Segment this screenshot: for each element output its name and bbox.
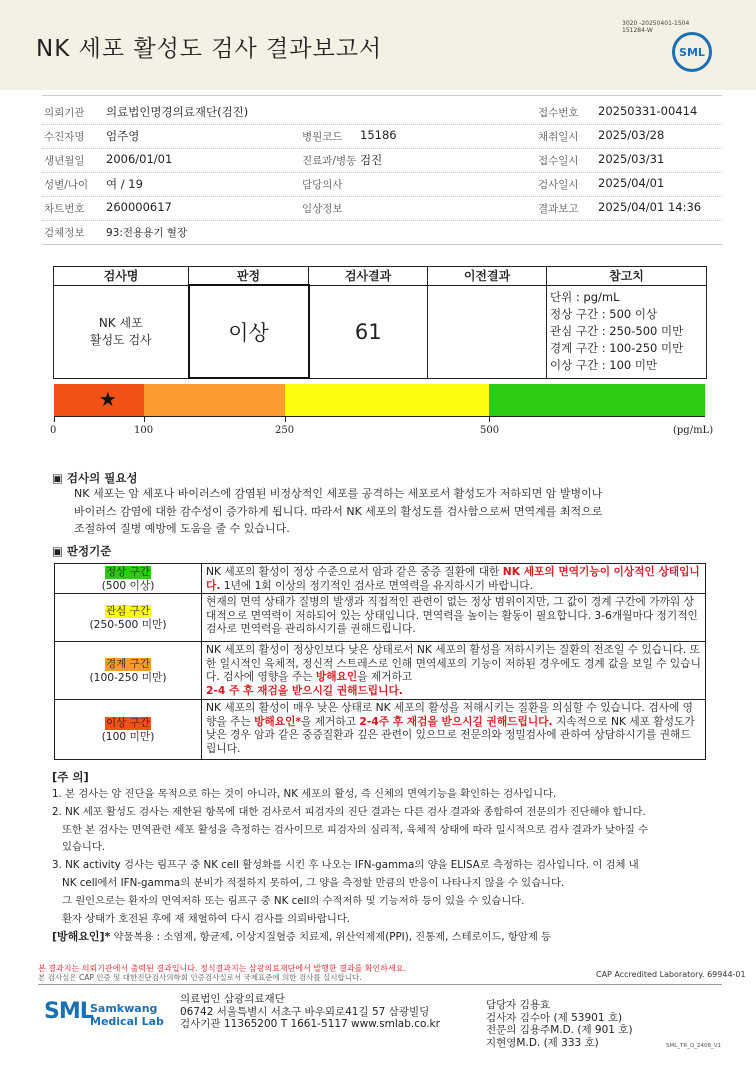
sml-brand-logo: SML [44, 999, 93, 1024]
disclaimer-red: 본 결과지는 의뢰기관에서 출력된 결과입니다. 정식결과지는 삼광의료재단에서 발행한 결과를 확인하세요. [38, 964, 407, 973]
result-cell [309, 285, 428, 378]
lab-certification-note: 본 검사실은 CAP 인증 및 대한진단검사의학회 인증검사실로서 국제표준에 의한 검사를 실시합니다. [38, 973, 362, 982]
square-bullet-icon: ▣ [52, 471, 67, 485]
notes-heading: [주 의] [52, 770, 89, 784]
signatories: 담당자 김용효 검사자 김수아 (제 53901 호) 전문의 김용주M.D. (제 901 호) 지현영M.D. (제 333 호) [486, 999, 633, 1049]
notes-list: 1. 본 검사는 암 진단을 목적으로 하는 것이 아니라, NK 세포의 활성, 즉 신체의 면역기능을 확인하는 검사입니다. 2. NK 세포 활성도 검사는 제한된 항목에 대한 검사로서 피검자의 진단 결과는 다른 검사 결과와 종합하여 전문의가 진단해야 합니다. 또한 본 검사는 면역관련 세포 활성을 측정하는 검사이므로 피검자의 심리적, 육체적 상태에 따라 일시적으로 검사 결과가 낮아질 수 있습니다. 3. NK activity 검사는 림프구 중 NK cell 활성화를 시킨 후 나오는 IFN-gamma의 양을 ELISA로 측정하는 검사입니다. 이 검체 내 NK cell에서 IFN-gamma의 분비가 적절하지 못하여, 그 양을 측정할 만큼의 반응이 나타나지 않을 수 있습니다. 그 원인으로는 환자의 면역저하 또는 림프구 중 NK cell의 수적저하 및 기능저하 등이 있을 수 있습니다. 환자 상태가 호전된 후에 재 채혈하여 다시 검사를 의뢰바랍니다. [방해요인]* 약물복용 : 소염제, 항균제, 이상지질혈증 치료제, 위산억제제(PPI), 진통제, 스테로이드, 항암제 등 [52, 788, 649, 944]
scale-warning-segment [144, 384, 285, 416]
brand-name: Samkwang Medical Lab [90, 1002, 164, 1028]
col-header-result: 검사결과 [309, 267, 428, 286]
star-icon: ★ [98, 387, 117, 411]
judgement-cell [189, 285, 309, 378]
info-row: 성별/나이 여 / 19 담당의사 검사일시 2025/04/01 [42, 172, 722, 197]
info-row: 차트번호 260000617 임상정보 결과보고 2025/04/01 14:36 [42, 196, 722, 221]
document-number: 3020 -20250401-1504 151284-W [622, 20, 690, 34]
result-table [53, 266, 707, 379]
info-row: 수진자명 엄주영 병원코드 15186 채취일시 2025/03/28 [42, 124, 722, 149]
necessity-paragraph: NK 세포는 암 세포나 바이러스에 감염된 비정상적인 세포를 공격하는 세포로서 활성도가 저하되면 암 발병이나 바이러스 감염에 대한 감수성이 증가하게 됩니다. 따라서 NK 세포의 활성도를 검사함으로써 면역계를 최적으로 조절하여 질병 예방에 도움을 줄 수 있습니다. [74, 487, 603, 535]
scale-axis [54, 416, 705, 417]
result-value: 61 [354, 319, 382, 344]
info-row: 생년월일 2006/01/01 진료과/병동 검진 접수일시 2025/03/31 [42, 148, 722, 173]
lab-address: 의료법인 삼광의료재단 06742 서울특별시 서초구 바우뫼로41길 57 삼광빌딩 검사기관 11365200 T 1661-5117 www.smlab.co.kr [180, 993, 440, 1030]
scale-tick-label: 250 [275, 425, 295, 436]
scale-tick-label: 0 [50, 425, 57, 436]
scale-tick [54, 416, 55, 422]
square-bullet-icon: ▣ [52, 544, 67, 558]
col-header-test-name: 검사명 [54, 267, 189, 286]
scale-tick-label: 500 [480, 425, 500, 436]
cap-accreditation: CAP Accredited Laboratory. 69944-01 [596, 970, 746, 979]
criteria-normal: 정상 구간 (500 이상) [55, 564, 202, 594]
criteria-watch: 관심 구간 (250-500 미만) [55, 594, 202, 642]
scale-tick [489, 416, 490, 422]
criteria-abnormal: 이상 구간 (100 미만) [55, 700, 202, 760]
test-name-cell: NK 세포 활성도 검사 [54, 285, 189, 378]
scale-watch-segment [285, 384, 489, 416]
info-row: 검체정보 93:전용용기 혈장 [42, 220, 722, 245]
col-header-judgement: 판정 [189, 267, 309, 286]
col-header-reference: 참고치 [547, 267, 707, 286]
previous-result-cell [428, 285, 547, 378]
footer-divider [38, 984, 722, 985]
scale-normal-segment [489, 384, 705, 416]
criteria-watch-text: 현재의 면역 상태가 질병의 발생과 직접적인 관련이 없는 정상 범위이지만, 그 값이 경계 구간에 가까워 상대적으로 면역력이 저하되어 있는 상태입니다. 면역력을 높이는 활동이 필요합니다. 3-6개월마다 정기적인 검사로 면역력을 관리하시기를 권해드립니다. [202, 594, 706, 642]
page-title: NK 세포 활성도 검사 결과보고서 [36, 36, 383, 62]
info-row: 의뢰기관 의료법인명경의료재단(검진) 접수번호 20250331-00414 [42, 100, 722, 125]
criteria-abnormal-text: NK 세포의 활성이 매우 낮은 상태로 NK 세포의 활성을 저해시키는 질환을 의심할 수 있습니다. 검사에 영향을 주는 방해요인*을 제거하고 2-4주 후 재검을 받으시길 권해드립니다. 지속적으로 NK 세포 활성도가 낮은 경우 암과 같은 중증질환과 깊은 관련이 있으므로 전문의와 정밀검사에 관하여 상담하시기를 권해드립니다. [202, 700, 706, 760]
criteria-normal-text: NK 세포의 활성이 정상 수준으로서 암과 같은 중증 질환에 대한 NK 세포의 면역기능이 이상적인 상태입니다. 1년에 1회 이상의 정기적인 검사로 면역력을 유지하시기 바랍니다. [202, 564, 706, 594]
scale-tick-label: 100 [134, 425, 154, 436]
section-necessity-heading: ▣ 검사의 필요성 [52, 471, 138, 485]
sml-logo-icon: SML [672, 32, 712, 72]
reference-cell: 단위 : pg/mL 정상 구간 : 500 이상 관심 구간 : 250-500 미만 경계 구간 : 100-250 미만 이상 구간 : 100 미만 [547, 285, 707, 378]
scale-unit-label: (pg/mL) [673, 425, 714, 436]
judgement-value: 이상 [228, 320, 269, 345]
form-number: SML_TR_Q_2408_V1 [666, 1043, 722, 1049]
scale-tick [285, 416, 286, 422]
criteria-warning: 경계 구간 (100-250 미만) [55, 642, 202, 700]
scale-tick [144, 416, 145, 422]
criteria-warning-text: NK 세포의 활성이 정상인보다 낮은 상태로서 NK 세포의 활성을 저하시키는 질환의 전조일 수 있습니다. 또한 일시적인 육체적, 정신적 스트레스로 인해 면역세포의 기능이 저하된 경우에도 경계 값을 보일 수 있습니다. 검사에 영향을 주는 방해요인을 제거하고 2-4 주 후 재검을 받으시길 권해드립니다. [202, 642, 706, 700]
divider [42, 95, 722, 96]
section-criteria-heading: ▣ 판정기준 [52, 544, 112, 558]
criteria-table [54, 563, 706, 760]
col-header-previous: 이전결과 [428, 267, 547, 286]
